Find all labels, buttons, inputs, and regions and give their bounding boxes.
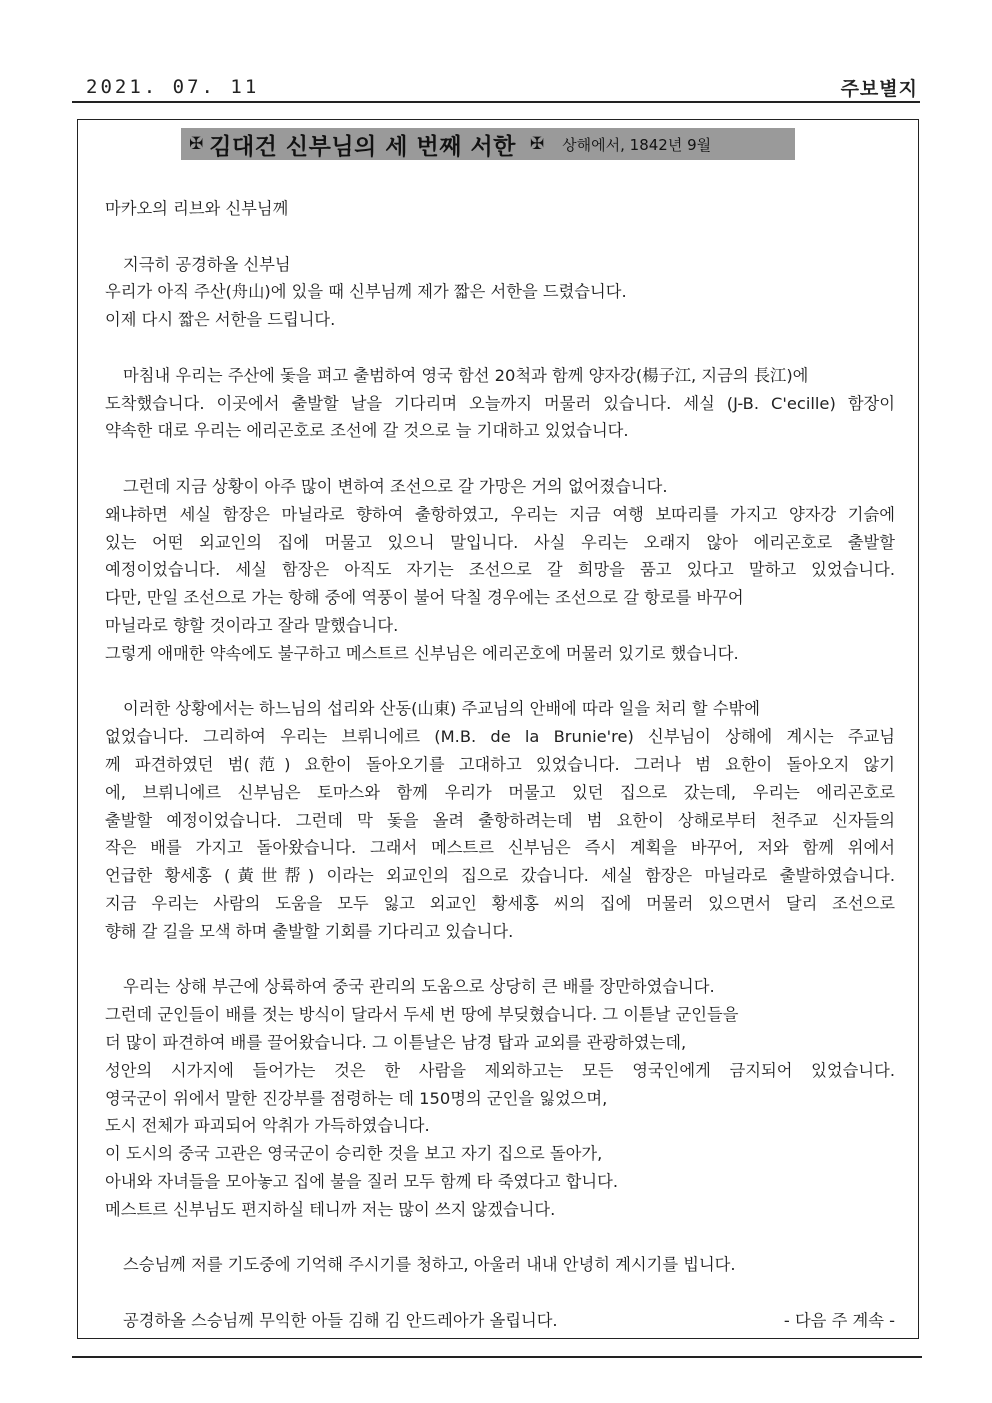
letter-body: [105, 195, 895, 1335]
bulletin-label: 주보별지: [840, 78, 918, 100]
text-line: 출발할 예정이었습니다. 그런데 막 돛을 올려 출항하려는데 범 요한이 상해로부터 천주교 신자들의: [105, 810, 895, 830]
text-line: 지금 우리는 사람의 도움을 모두 잃고 외교인 황세홍 씨의 집에 머물러 있으면서 달리 조선으로: [105, 893, 895, 913]
text-line: 이제 다시 짧은 서한을 드립니다.: [105, 310, 336, 330]
text-line: 마닐라로 향할 것이라고 잘라 말했습니다.: [105, 615, 399, 635]
text-line: 영국군이 위에서 말한 진강부를 점령하는 데 150명의 군인을 잃었으며,: [105, 1088, 608, 1108]
text-line: 언급한 황세홍 (黃世帮) 이라는 외교인의 집으로 갔습니다. 세실 함장은 마닐라로 출발하였습니다.: [105, 866, 895, 886]
text-line: 에, 브뤼니에르 신부님은 토마스와 함께 우리가 머물고 있던 집으로 갔는데, 우리는 에리곤호로: [105, 782, 895, 802]
continued-note: - 다음 주 계속 -: [783, 1310, 895, 1330]
text-line: 약속한 대로 우리는 에리곤호로 조선에 갈 것으로 늘 기대하고 있었습니다.: [105, 421, 629, 441]
article-title-bar: [181, 128, 795, 160]
signoff-row: [105, 1307, 895, 1335]
maltese-cross-icon: ✠: [189, 134, 204, 154]
text-line: 그렇게 애매한 약속에도 불구하고 메스트르 신부님은 에리곤호에 머물러 있기로 했습니다.: [105, 643, 739, 663]
text-line: 향해 갈 길을 모색 하며 출발할 기회를 기다리고 있습니다.: [105, 921, 514, 941]
closing-line: 스승님께 저를 기도중에 기억해 주시기를 청하고, 아울러 내내 안녕히 계시기를 빕니다.: [123, 1255, 736, 1275]
text-line: 그런데 지금 상황이 아주 많이 변하여 조선으로 갈 가망은 거의 없어졌습니다.: [123, 476, 668, 496]
text-line: 메스트르 신부님도 편지하실 테니까 저는 많이 쓰지 않겠습니다.: [105, 1199, 556, 1219]
text-line: 아내와 자녀들을 모아놓고 집에 불을 질러 모두 함께 타 죽였다고 합니다.: [105, 1171, 619, 1191]
footer-divider: [72, 1356, 922, 1358]
text-line: 도착했습니다. 이곳에서 출발할 날을 기다리며 오늘까지 머물러 있습니다. 세실 (J-B. C'ecille) 함장이: [105, 393, 895, 413]
text-line: 있는 어떤 외교인의 집에 머물고 있으니 말입니다. 사실 우리는 오래지 않아 에리곤호로 출발할: [105, 532, 895, 552]
text-line: 작은 배를 가지고 돌아왔습니다. 그래서 메스트르 신부님은 즉시 계획을 바꾸어, 저와 함께 위에서: [105, 838, 895, 858]
article-title: 김대건 신부님의 세 번째 서한: [209, 133, 516, 160]
text-line: 이 도시의 중국 고관은 영국군이 승리한 것을 보고 자기 집으로 돌아가,: [105, 1144, 603, 1164]
text-line: 예정이었습니다. 세실 함장은 아직도 자기는 조선으로 갈 희망을 품고 있다고 말하고 있었습니다.: [105, 560, 895, 580]
text-line: 왜냐하면 세실 함장은 마닐라로 향하여 출항하였고, 우리는 지금 여행 보따리를 가지고 양자강 기슭에: [105, 504, 895, 524]
text-line: 성안의 시가지에 들어가는 것은 한 사람을 제외하고는 모든 영국인에게 금지되어 있었습니다.: [105, 1060, 895, 1080]
text-line: 우리가 아직 주산(舟山)에 있을 때 신부님께 제가 짧은 서한을 드렸습니다.: [105, 282, 627, 302]
text-line: 도시 전체가 파괴되어 악취가 가득하였습니다.: [105, 1116, 430, 1136]
header-divider: [72, 101, 920, 103]
text-line: 지극히 공경하올 신부님: [123, 254, 291, 274]
text-line: 마침내 우리는 주산에 돛을 펴고 출범하여 영국 함선 20척과 함께 양자강(楊子江, 지금의 長江)에: [123, 365, 809, 385]
salutation: 마카오의 리브와 신부님께: [105, 199, 289, 218]
text-line: 더 많이 파견하여 배를 끌어왔습니다. 그 이튿날은 남경 탑과 교외를 관광하였는데,: [105, 1032, 687, 1052]
article-subtitle: 상해에서, 1842년 9월: [562, 135, 712, 154]
maltese-cross-icon: ✠: [529, 134, 545, 154]
text-line: 다만, 만일 조선으로 가는 항해 중에 역풍이 불어 닥칠 경우에는 조선으로 갈 항로를 바꾸어: [105, 588, 744, 608]
text-line: 없었습니다. 그리하여 우리는 브뤼니에르 (M.B. de la Brunie're) 신부님이 상해에 계시는 주교님: [105, 727, 895, 747]
text-line: 께 파견하였던 범(范) 요한이 돌아오기를 고대하고 있었습니다. 그러나 범 요한이 돌아오지 않기: [105, 754, 895, 774]
signature-line: 공경하올 스승님께 무익한 아들 김해 김 안드레아가 올립니다.: [123, 1310, 558, 1330]
issue-date: 2021. 07. 11: [86, 76, 260, 98]
text-line: 그런데 군인들이 배를 젓는 방식이 달라서 두세 번 땅에 부딪혔습니다. 그 이튿날 군인들을: [105, 1005, 739, 1025]
text-line: 우리는 상해 부근에 상륙하여 중국 관리의 도움으로 상당히 큰 배를 장만하였습니다.: [123, 977, 715, 997]
text-line: 이러한 상황에서는 하느님의 섭리와 산동(山東) 주교님의 안배에 따라 일을 처리 할 수밖에: [123, 699, 760, 719]
